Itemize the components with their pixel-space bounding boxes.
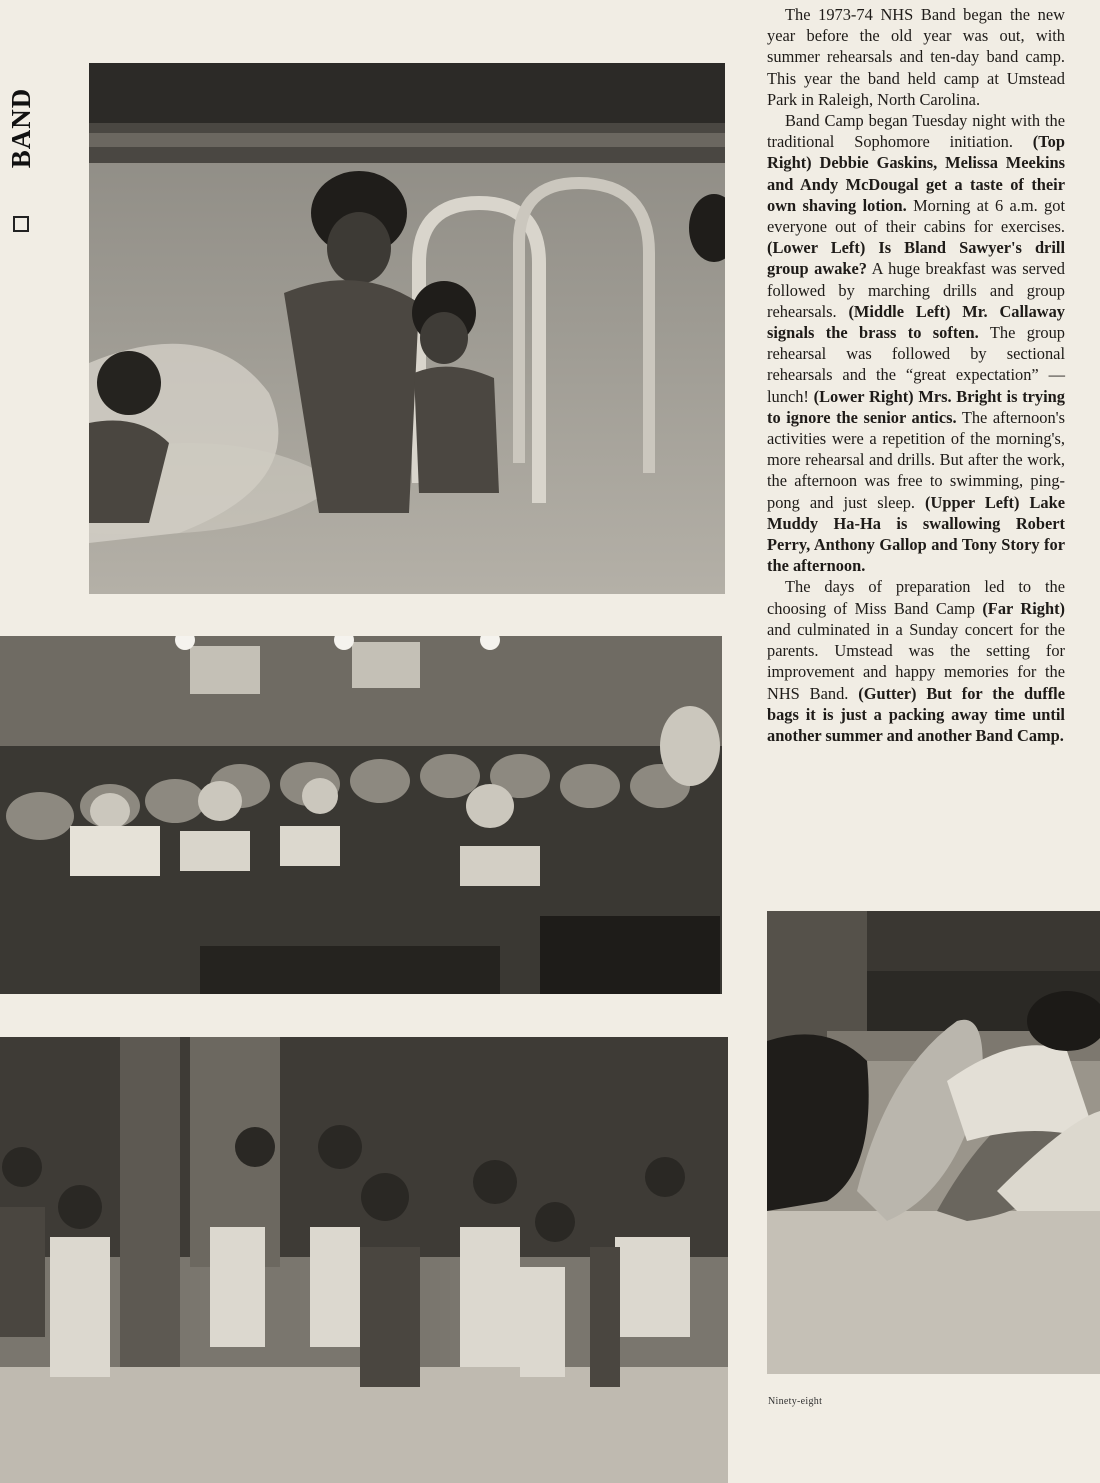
photo-lake-swimming [89,63,725,594]
text-run: A huge breakfast was served followed by marching drills and group rehearsals. [767,259,1065,321]
section-label: BAND [6,87,36,169]
text-run: The group rehearsal was followed by sectional rehearsals and the “great expectation” —lunch! [767,323,1065,406]
article-paragraph [767,110,1065,576]
photo-caption-run: (Top Right) Debbie Gaskins, Melissa Meekins and Andy McDougal get a taste of their own shaving lotion. [767,132,1065,215]
section-tag [6,64,36,184]
photo-caption-run: (Gutter) But for the duffle bags it is just a packing away time until another summer and another Band Camp. [767,683,1065,745]
photo-caption-run: (Upper Left) Lake Muddy Ha-Ha is swallowing Robert Perry, Anthony Gallop and Tony Story for the afternoon. [767,492,1065,576]
article-paragraph: The 1973-74 NHS Band began the new year before the old year was out, with summer rehearsals and ten-day band camp. This year the band held camp at Umstead Park in Raleigh, North Carolina. [767,5,1065,109]
article-body [767,4,1065,746]
text-run: The days of preparation led to the choosing of Miss Band Camp [767,577,1065,618]
photo-drill-group [0,1037,728,1483]
text-run: The afternoon's activities were a repetition of the morning's, more rehearsal and drills. But after the work, the afternoon was free to swimming, ping-pong and just sleep. [767,407,1066,512]
text-run: and culminated in a Sunday concert for the parents. Umstead was the setting for improvement and happy memories for the NHS Band. [767,619,1065,703]
article-paragraph [767,576,1065,746]
photo-caption-run: (Lower Left) Is Bland Sawyer's drill group awake? [767,238,1065,279]
page-number: Ninety-eight [768,1396,823,1407]
photo-caption-run: (Lower Right) Mrs. Bright is trying to ignore the senior antics. [767,386,1065,427]
text-run: Morning at 6 a.m. got everyone out of their cabins for exercises. [767,195,1065,237]
photo-caption-run: (Middle Left) Mr. Callaway signals the brass to soften. [767,301,1066,343]
photo-band-rehearsal [0,636,722,994]
photo-caption-run: (Far Right) [982,598,1065,618]
photo-duffle-bags [767,911,1100,1374]
text-run: Band Camp began Tuesday night with the traditional Sophomore initiation. [767,111,1065,152]
section-checkbox-mark [13,216,29,232]
